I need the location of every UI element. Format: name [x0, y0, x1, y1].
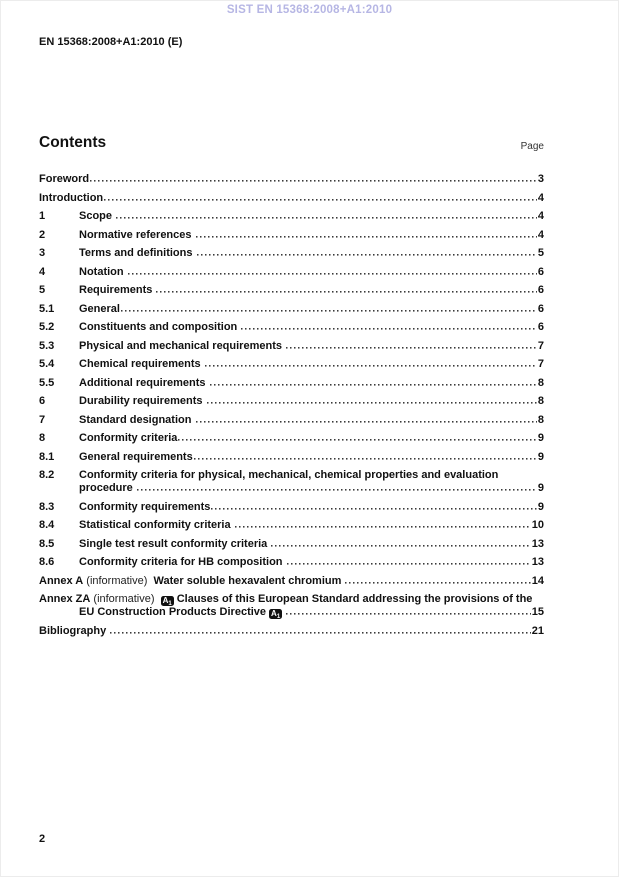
page-column-label: Page [520, 141, 544, 152]
toc-entry [39, 247, 544, 260]
toc-entry [39, 593, 544, 619]
toc-entry-page: 6 [537, 321, 544, 333]
toc-entry-title: Standard designation [79, 413, 195, 426]
toc-entry [39, 519, 544, 532]
toc-entry-page: 7 [537, 339, 544, 352]
toc-entry [39, 192, 544, 205]
toc-entry-page: 3 [537, 173, 544, 185]
toc-entry-line [39, 538, 544, 551]
toc-entry-number: 8.2 [39, 469, 55, 481]
toc-entry-number: 8.3 [39, 500, 55, 513]
toc-entry-page: 9 [537, 482, 544, 494]
toc-entry-line [39, 303, 544, 316]
table-of-contents [39, 173, 544, 643]
dot-leader [194, 458, 537, 460]
toc-entry-title: EU Construction Products Directive $A_1$ [79, 606, 281, 620]
footer-page-number: 2 [39, 833, 46, 845]
toc-entry-line [39, 469, 544, 482]
toc-entry-page: 9 [537, 500, 544, 513]
document-reference: EN 15368:2008+A1:2010 (E) [39, 36, 183, 48]
toc-entry-number: 3 [39, 247, 46, 259]
toc-entry-number: 5.2 [39, 321, 55, 333]
toc-entry-page: 21 [531, 624, 544, 637]
toc-entry-title: Annex ZA (informative) $A_1$ Clauses of this European Standard addressing the provisions of the [39, 593, 533, 607]
toc-entry-title: Conformity requirements [79, 500, 211, 513]
dot-leader [210, 384, 537, 386]
toc-entry-number: 7 [39, 413, 46, 426]
dot-leader [110, 632, 530, 634]
contents-heading: Contents [39, 134, 107, 151]
toc-entry-number: 2 [39, 228, 46, 241]
toc-entry-number: 8.6 [39, 556, 55, 568]
dot-leader [196, 421, 537, 423]
dot-leader [286, 613, 531, 615]
dot-leader [235, 526, 531, 528]
toc-entry [39, 501, 544, 514]
toc-entry-title: Requirements [79, 284, 156, 296]
toc-entry-title: Bibliography [39, 624, 110, 637]
toc-entry [39, 469, 544, 495]
toc-entry-line [39, 625, 544, 638]
toc-entry-title: Chemical requirements [79, 358, 204, 370]
toc-entry-page: 8 [537, 395, 544, 407]
toc-entry [39, 414, 544, 427]
toc-entry-title: Single test result conformity criteria [79, 537, 271, 550]
toc-entry-title: Statistical conformity criteria [79, 519, 234, 531]
dot-leader [286, 347, 537, 349]
dot-leader [207, 402, 537, 404]
toc-entry-page: 6 [537, 284, 544, 296]
toc-entry-title: Conformity criteria [79, 432, 178, 444]
toc-entry-number: 6 [39, 395, 46, 407]
toc-entry-title: Introduction [39, 191, 104, 204]
toc-entry-title: Terms and definitions [79, 247, 196, 259]
dot-leader [196, 236, 537, 238]
toc-entry-line [39, 575, 544, 588]
toc-entry [39, 556, 544, 569]
toc-entry-line [39, 358, 544, 371]
toc-entry [39, 538, 544, 551]
toc-entry-line [39, 247, 544, 260]
toc-entry-page: 10 [531, 519, 544, 531]
toc-entry [39, 284, 544, 297]
toc-entry [39, 340, 544, 353]
dot-leader [116, 217, 537, 219]
amendment-marker-icon: $A_1$ [271, 609, 281, 620]
toc-entry-line [39, 266, 544, 279]
toc-entry [39, 432, 544, 445]
toc-entry [39, 321, 544, 334]
toc-entry-number: 5.1 [39, 302, 55, 315]
toc-entry-title: Annex A (informative) Water soluble hexavalent chromium [39, 574, 345, 587]
toc-entry-line [39, 377, 544, 390]
dot-leader [211, 508, 536, 510]
toc-entry-continuation [39, 606, 544, 619]
toc-entry-line [39, 284, 544, 297]
toc-entry-page: 6 [537, 265, 544, 278]
toc-entry-page: 4 [537, 228, 544, 241]
toc-entry-page: 9 [537, 450, 544, 463]
dot-leader [90, 180, 537, 182]
toc-entry-line [39, 229, 544, 242]
toc-entry-number: 8.1 [39, 450, 55, 463]
toc-entry-line [39, 556, 544, 569]
toc-entry-continuation [39, 482, 544, 495]
toc-entry [39, 266, 544, 279]
toc-entry-number: 8.5 [39, 537, 55, 550]
toc-entry-page: 13 [531, 537, 544, 550]
toc-entry-number: 5.4 [39, 358, 55, 370]
toc-entry-number: 8.4 [39, 519, 55, 531]
toc-entry [39, 210, 544, 223]
toc-entry-page: 4 [537, 191, 544, 204]
toc-entry [39, 377, 544, 390]
toc-entry-line [39, 173, 544, 186]
toc-entry-number: 4 [39, 265, 46, 278]
dot-leader [271, 545, 530, 547]
toc-entry-line [39, 192, 544, 205]
toc-entry-line [39, 414, 544, 427]
dot-leader [241, 328, 537, 330]
dot-leader [137, 489, 537, 491]
toc-entry-title: Scope [79, 210, 116, 222]
dot-leader [345, 582, 530, 584]
toc-entry-title: Constituents and composition [79, 321, 241, 333]
toc-entry-line [39, 395, 544, 408]
toc-entry-page: 9 [537, 432, 544, 444]
toc-entry-page: 4 [537, 210, 544, 222]
dot-leader [197, 254, 537, 256]
toc-entry-line [39, 501, 544, 514]
toc-entry-line [39, 210, 544, 223]
toc-entry-line [39, 593, 544, 606]
dot-leader [121, 310, 537, 312]
toc-entry [39, 625, 544, 638]
toc-entry-line [39, 432, 544, 445]
toc-entry [39, 303, 544, 316]
toc-entry-page: 5 [537, 247, 544, 259]
toc-entry-title: General requirements [79, 450, 193, 463]
toc-entry [39, 173, 544, 186]
toc-entry-title: General [79, 302, 120, 315]
toc-entry-line [39, 321, 544, 334]
toc-entry-number: 5 [39, 284, 46, 296]
toc-entry-page: 6 [537, 302, 544, 315]
toc-entry-title: Conformity criteria for HB composition [79, 556, 286, 568]
dot-leader [156, 291, 536, 293]
toc-entry-title: Notation [79, 265, 127, 278]
toc-entry [39, 229, 544, 242]
toc-entry-number: 8 [39, 432, 46, 444]
toc-entry-page: 8 [537, 413, 544, 426]
toc-entry-title: Physical and mechanical requirements [79, 339, 286, 352]
toc-entry-line [39, 340, 544, 353]
toc-entry-page: 8 [537, 376, 544, 389]
toc-entry-line [39, 519, 544, 532]
toc-entry-title: procedure [79, 482, 136, 494]
dot-leader [205, 365, 537, 367]
toc-entry-line [39, 451, 544, 464]
toc-entry [39, 358, 544, 371]
toc-entry-page: 14 [531, 574, 544, 587]
toc-entry [39, 451, 544, 464]
toc-entry-title: Durability requirements [79, 395, 206, 407]
toc-entry-number: 5.3 [39, 339, 55, 352]
toc-entry [39, 575, 544, 588]
amendment-marker-icon: $A_1$ [162, 596, 172, 607]
dot-leader [287, 563, 531, 565]
sist-watermark-header: SIST EN 15368:2008+A1:2010 [226, 4, 393, 16]
toc-entry-title: Normative references [79, 228, 195, 241]
dot-leader [128, 273, 537, 275]
dot-leader [104, 199, 537, 201]
toc-entry-page: 13 [531, 556, 544, 568]
toc-entry-number: 1 [39, 210, 46, 222]
toc-entry [39, 395, 544, 408]
toc-entry-number: 5.5 [39, 376, 55, 389]
toc-entry-page: 7 [537, 358, 544, 370]
dot-leader [178, 439, 536, 441]
toc-entry-title: Foreword [39, 173, 90, 185]
toc-entry-title: Additional requirements [79, 376, 209, 389]
toc-entry-page: 15 [531, 606, 544, 618]
toc-entry-title: Conformity criteria for physical, mechanical, chemical properties and evaluation [79, 469, 499, 481]
